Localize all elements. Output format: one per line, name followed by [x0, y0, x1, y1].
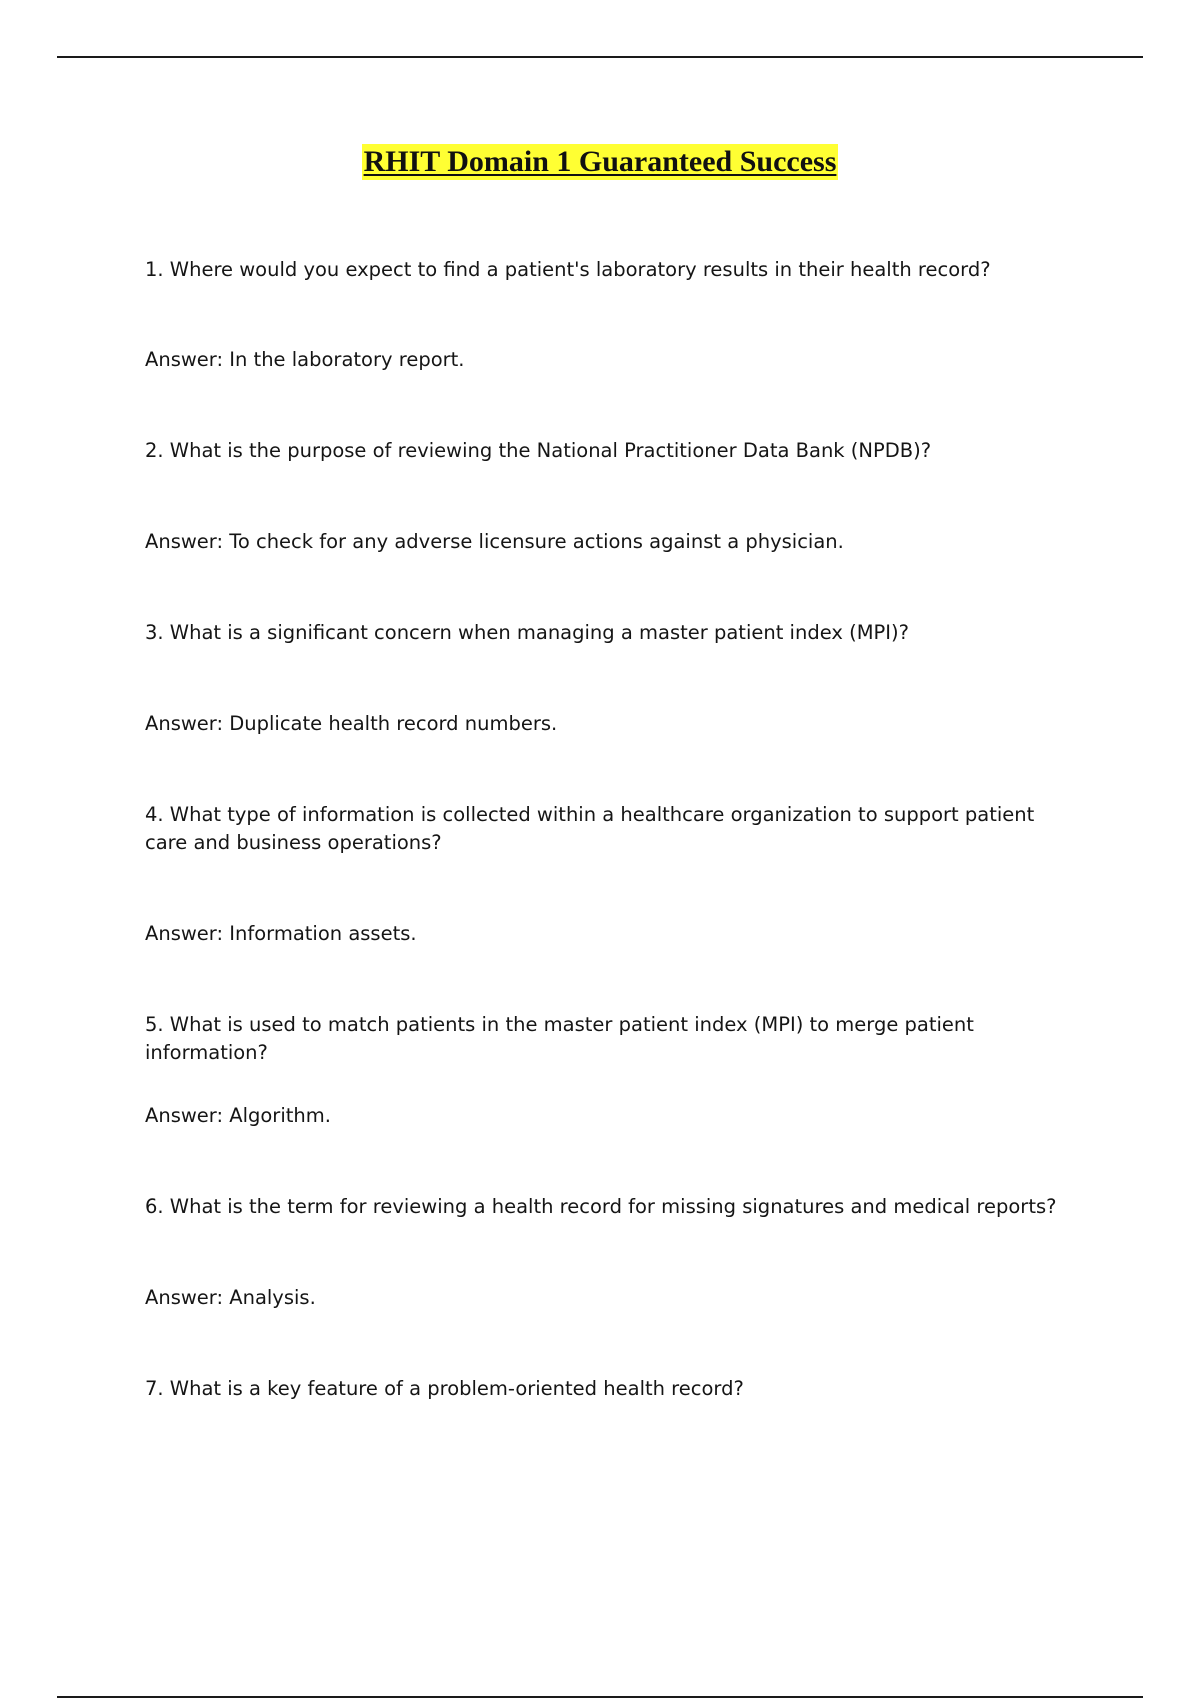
- answer-5: Answer: Algorithm.: [145, 1104, 331, 1127]
- answer-6: Answer: Analysis.: [145, 1286, 316, 1309]
- question-4: 4. What type of information is collected within a healthcare organization to support patient care and business operations?: [145, 803, 1035, 854]
- question-1: 1. Where would you expect to find a patient's laboratory results in their health record?: [145, 258, 991, 281]
- question-5: 5. What is used to match patients in the master patient index (MPI) to merge patient information?: [145, 1013, 974, 1064]
- answer-3: Answer: Duplicate health record numbers.: [145, 712, 558, 735]
- document-title: RHIT Domain 1 Guaranteed Success: [363, 145, 837, 178]
- answer-4: Answer: Information assets.: [145, 922, 417, 945]
- page-top-rule: [57, 56, 1143, 58]
- page-bottom-rule: [57, 1696, 1143, 1698]
- answer-2: Answer: To check for any adverse licensure actions against a physician.: [145, 530, 844, 553]
- answer-1: Answer: In the laboratory report.: [145, 348, 465, 371]
- question-6: 6. What is the term for reviewing a health record for missing signatures and medical reports?: [145, 1195, 1057, 1218]
- question-3: 3. What is a significant concern when managing a master patient index (MPI)?: [145, 621, 910, 644]
- question-7: 7. What is a key feature of a problem-oriented health record?: [145, 1377, 744, 1400]
- question-2: 2. What is the purpose of reviewing the National Practitioner Data Bank (NPDB)?: [145, 439, 932, 462]
- title-container: [0, 144, 1200, 180]
